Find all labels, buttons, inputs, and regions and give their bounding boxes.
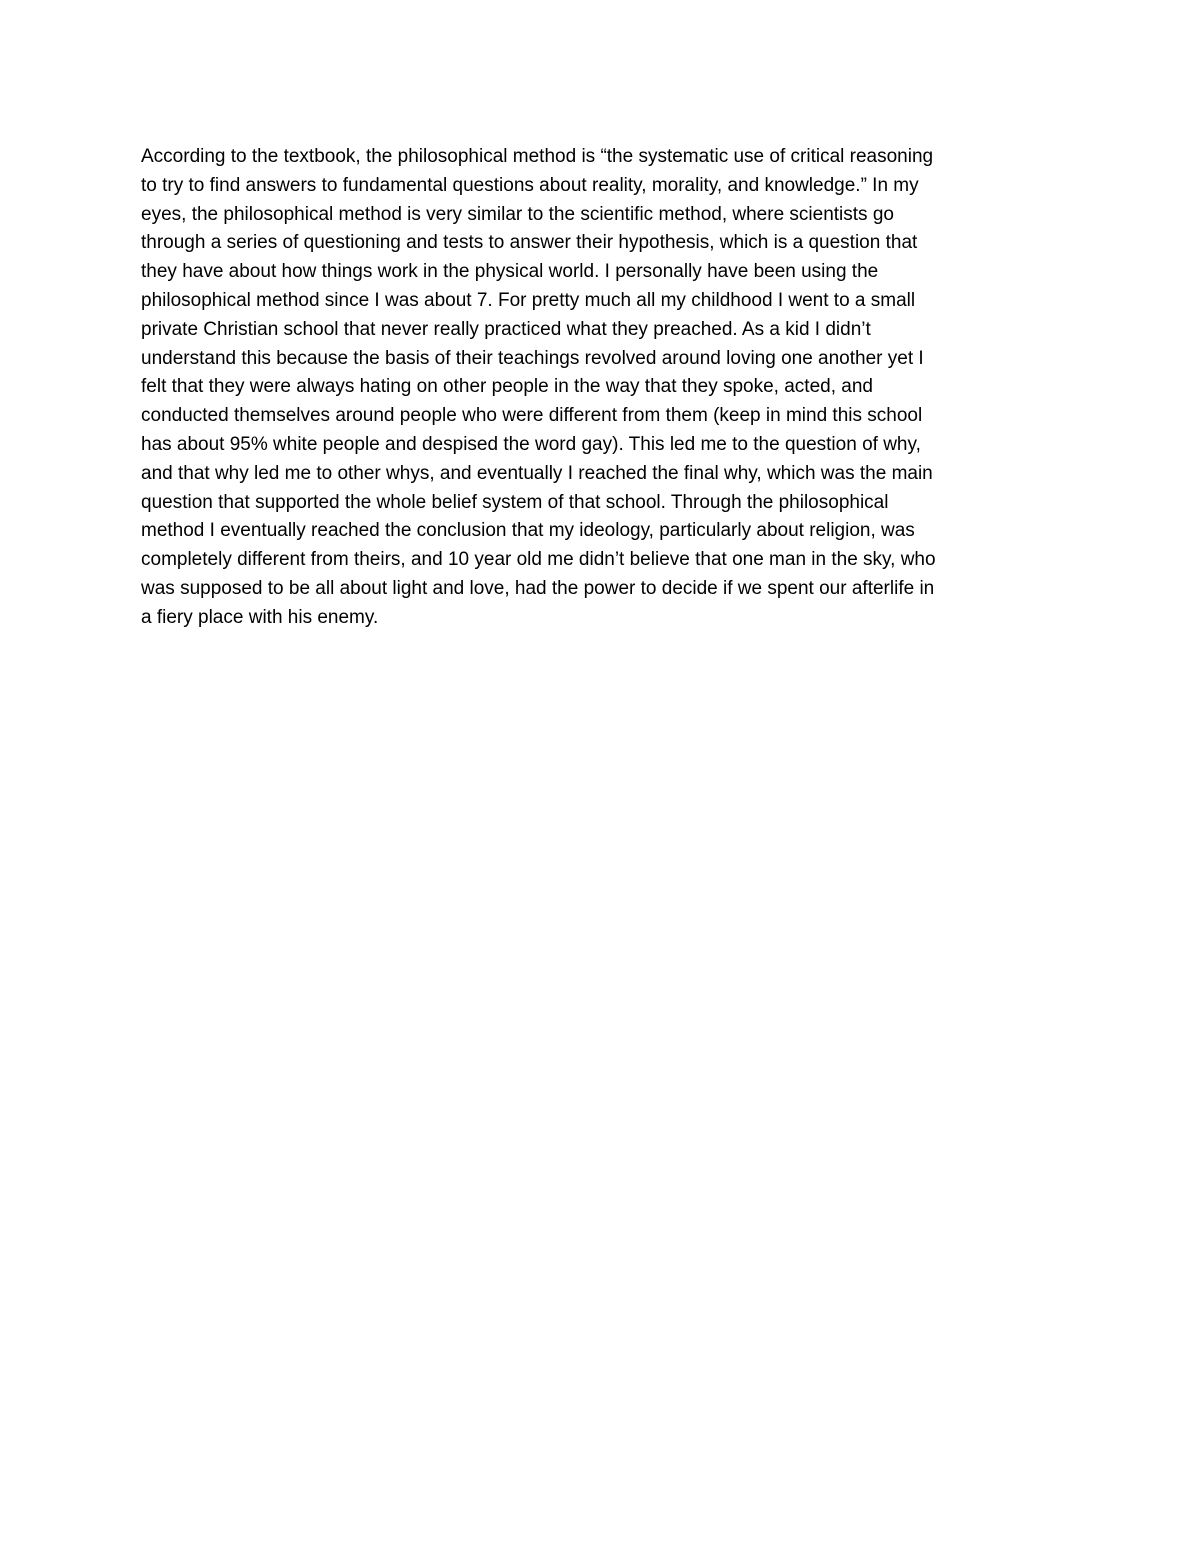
paragraph-line: through a series of questioning and tests to answer their hypothesis, which is a question that bbox=[141, 232, 918, 254]
paragraph-line: felt that they were always hating on other people in the way that they spoke, acted, and bbox=[141, 376, 873, 398]
paragraph-line: understand this because the basis of their teachings revolved around loving one another yet I bbox=[141, 347, 924, 369]
paragraph-line: to try to find answers to fundamental questions about reality, morality, and knowledge.” In my bbox=[141, 174, 919, 196]
paragraph-line: completely different from theirs, and 10 year old me didn’t believe that one man in the sky, who bbox=[141, 549, 936, 571]
paragraph-line: question that supported the whole belief system of that school. Through the philosophical bbox=[141, 491, 889, 513]
paragraph-line: and that why led me to other whys, and eventually I reached the final why, which was the main bbox=[141, 462, 933, 484]
paragraph-line: conducted themselves around people who were different from them (keep in mind this school bbox=[141, 405, 923, 427]
paragraph-line: eyes, the philosophical method is very similar to the scientific method, where scientists go bbox=[141, 203, 894, 225]
paragraph-line: was supposed to be all about light and love, had the power to decide if we spent our afterlife in bbox=[141, 577, 935, 599]
paragraph-line: private Christian school that never really practiced what they preached. As a kid I didn’t bbox=[141, 318, 871, 340]
paragraph-line: has about 95% white people and despised the word gay). This led me to the question of why, bbox=[141, 433, 921, 455]
paragraph-line: philosophical method since I was about 7. For pretty much all my childhood I went to a small bbox=[141, 289, 916, 311]
paragraph-line: they have about how things work in the physical world. I personally have been using the bbox=[141, 261, 879, 283]
paragraph-line: According to the textbook, the philosophical method is “the systematic use of critical reasoning bbox=[141, 146, 934, 167]
body-paragraph bbox=[141, 143, 1071, 633]
paragraph-line: a fiery place with his enemy. bbox=[141, 606, 379, 628]
paragraph-line: method I eventually reached the conclusion that my ideology, particularly about religion, was bbox=[141, 520, 915, 542]
